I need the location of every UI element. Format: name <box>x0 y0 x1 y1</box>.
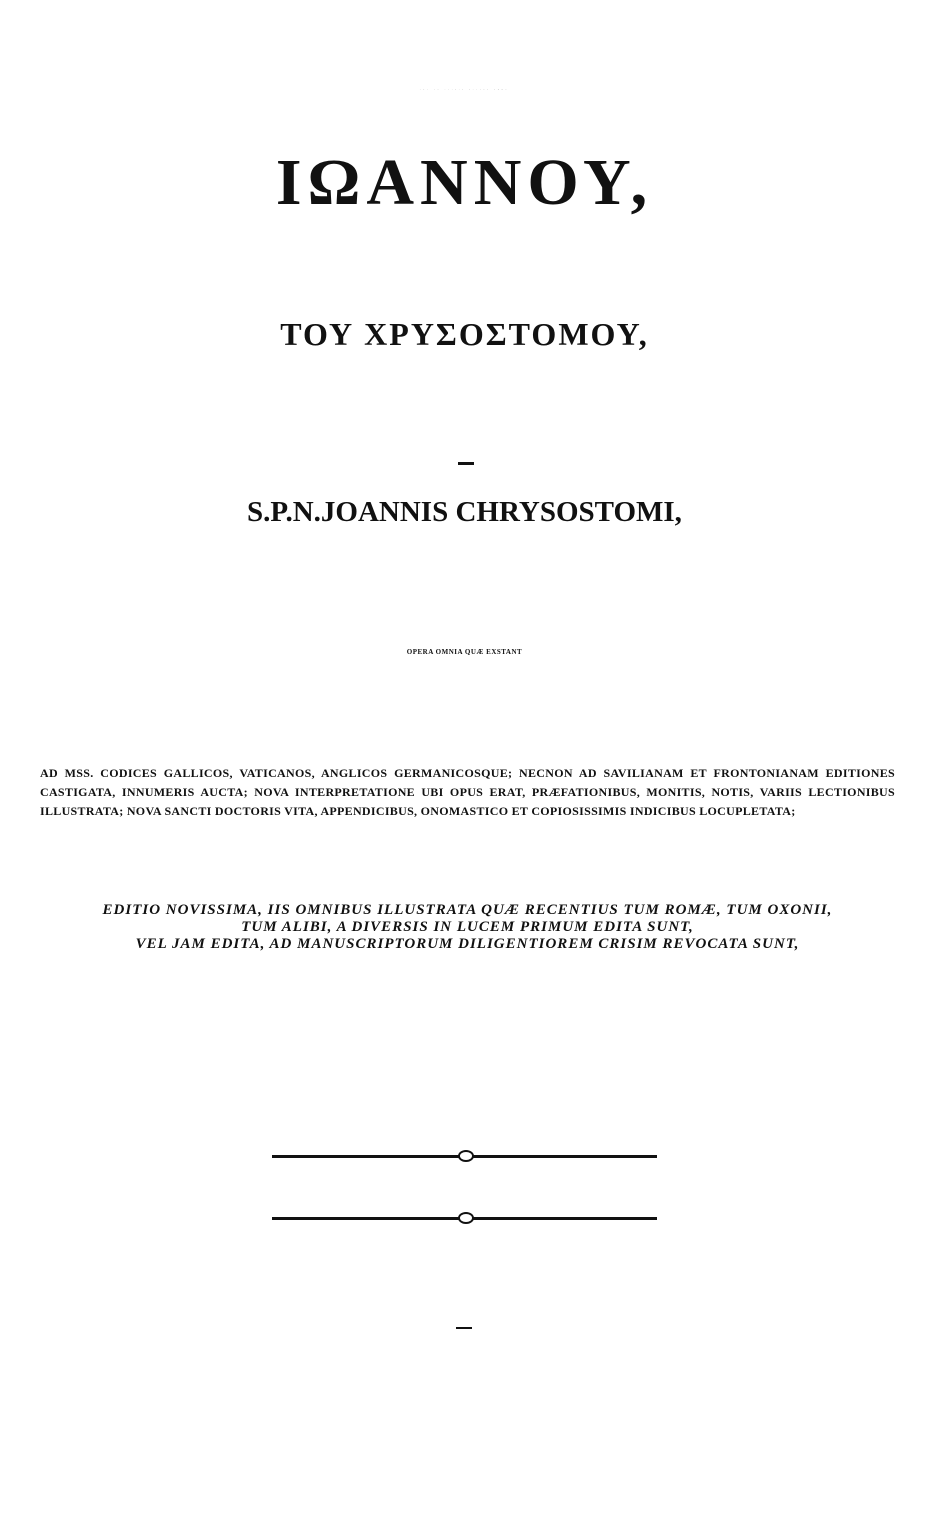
editio-line-3: VEL JAM EDITA, AD MANUSCRIPTORUM DILIGENTIOREM CRISIM REVOCATA SUNT, <box>135 936 800 952</box>
latin-title: S.P.N.JOANNIS CHRYSOSTOMI, <box>247 496 682 528</box>
editio-line-1: EDITIO NOVISSIMA, IIS OMNIBUS ILLUSTRATA QUÆ RECENTIUS TUM ROMÆ, TUM OXONII, <box>102 902 833 918</box>
chrysostomou-heading: ΤΟΥ ΧΡΥΣΟΣΤΟΜΟΥ, <box>280 316 649 352</box>
ioannou-heading: ΙΩΑΝΝΟΥ, <box>275 146 654 219</box>
greek-intro: ΤΟΥ ΕΝ ΑΓΙΟΙΣ ΠΑΤΡΟΣ ΗΜΩΝ <box>419 90 510 91</box>
divider-dash <box>458 462 474 465</box>
codices-paragraph: AD MSS. CODICES GALLICOS, VATICANOS, ANGLICOS GERMANICOSQUE; NECNON AD SAVILIANAM ET FRONTONIANAM EDITIONES CASTIGATA, INNUMERIS AUCTA; NOVA INTERPRETATIONE UBI OPUS ERAT, PRÆFATIONIBUS, MONITIS, NOTIS, VARIIS LECTIONIBUS ILLUSTRATA; NOVA SANCTI DOCTORIS VITA, APPENDICIBUS, ONOMASTICO ET COPIOSISSIMIS INDICIBUS LOCUPLETATA; <box>40 766 895 818</box>
opera-omnia: OPERA OMNIA QUÆ EXSTANT <box>406 648 523 656</box>
rule-ornament-bottom <box>458 1212 474 1224</box>
rule-ornament-top <box>458 1150 474 1162</box>
editio-block <box>40 902 895 953</box>
footer-divider-dash <box>456 1327 472 1329</box>
editio-line-2: TUM ALIBI, A DIVERSIS IN LUCEM PRIMUM EDITA SUNT, <box>241 919 694 935</box>
